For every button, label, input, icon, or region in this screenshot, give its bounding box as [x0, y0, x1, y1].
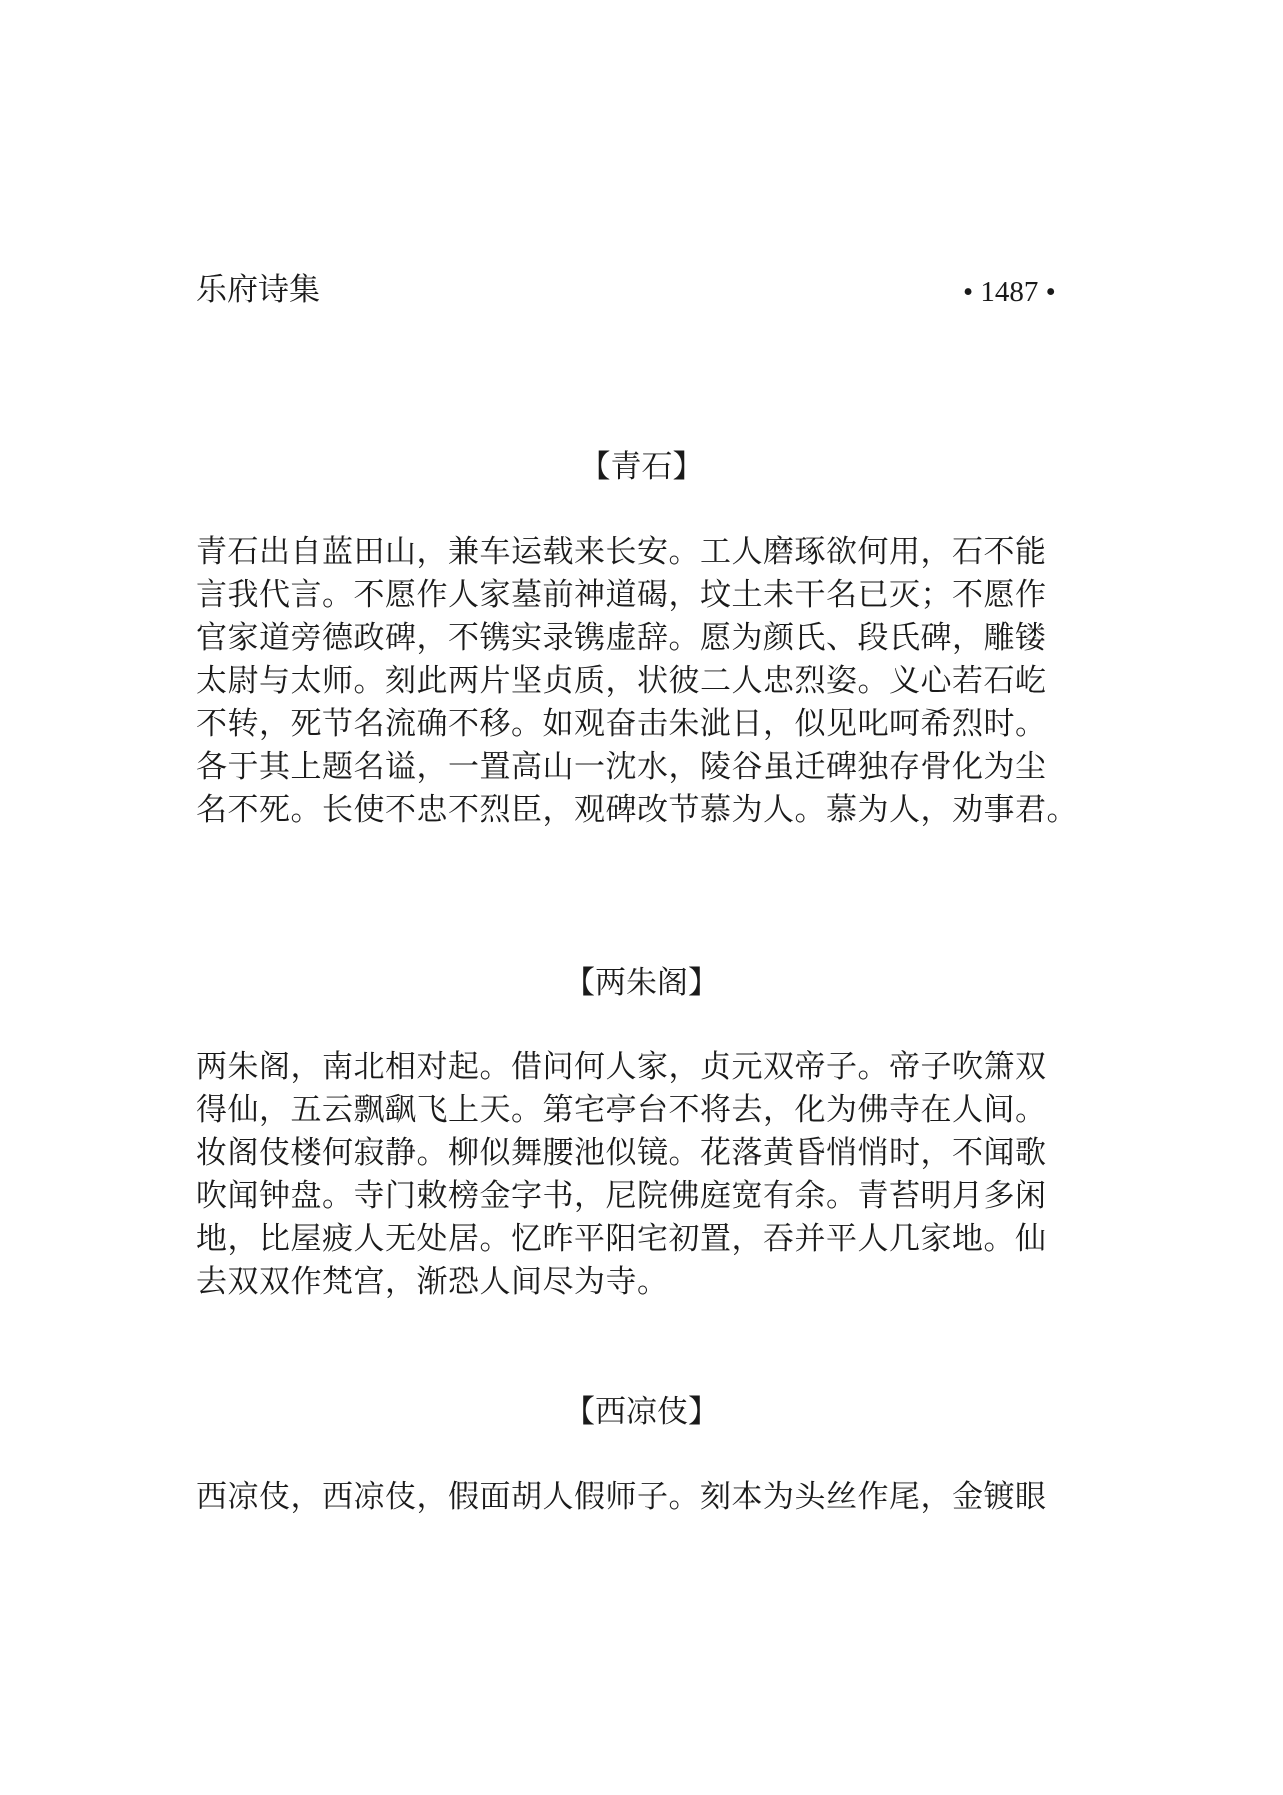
poem-line: 青石出自蓝田山，兼车运载来长安。工人磨琢欲何用，石不能 [196, 534, 1047, 570]
poem-line: 名不死。长使不忠不烈臣，观碑改节慕为人。慕为人，劝事君。 [196, 792, 1078, 828]
poem-line: 吹闻钟盘。寺门敕榜金字书，尼院佛庭宽有余。青苔明月多闲 [196, 1178, 1047, 1214]
poem-line: 西凉伎，西凉伎，假面胡人假师子。刻本为头丝作尾，金镀眼 [196, 1479, 1047, 1515]
poem-line: 不转，死节名流确不移。如观奋击朱泚日，似见叱呵希烈时。 [196, 706, 1047, 742]
book-title: 乐府诗集 [196, 272, 320, 308]
poem-line: 去双双作梵宫，渐恐人间尽为寺。 [196, 1264, 669, 1300]
poem-line: 太尉与太师。刻此两片坚贞质，状彼二人忠烈姿。义心若石屹 [196, 663, 1047, 699]
poem-line: 两朱阁，南北相对起。借问何人家，贞元双帝子。帝子吹箫双 [196, 1049, 1047, 1085]
poem-title: 【西凉伎】 [564, 1394, 719, 1430]
poem-title: 【两朱阁】 [564, 965, 719, 1001]
poem-line: 得仙，五云飘飖飞上天。第宅亭台不将去，化为佛寺在人间。 [196, 1092, 1047, 1128]
page-number: • 1487 • [963, 276, 1056, 308]
poem-line: 言我代言。不愿作人家墓前神道碣，坟土未干名已灭；不愿作 [196, 577, 1047, 613]
poem-line: 妆阁伎楼何寂静。柳似舞腰池似镜。花落黄昏悄悄时，不闻歌 [196, 1135, 1047, 1171]
poem-line: 地，比屋疲人无处居。忆昨平阳宅初置，吞并平人几家地。仙 [196, 1221, 1047, 1257]
poem-title: 【青石】 [579, 449, 704, 485]
poem-line: 官家道旁德政碑，不镌实录镌虚辞。愿为颜氏、段氏碑，雕镂 [196, 620, 1047, 656]
poem-line: 各于其上题名谥，一置高山一沈水，陵谷虽迁碑独存骨化为尘 [196, 749, 1047, 785]
